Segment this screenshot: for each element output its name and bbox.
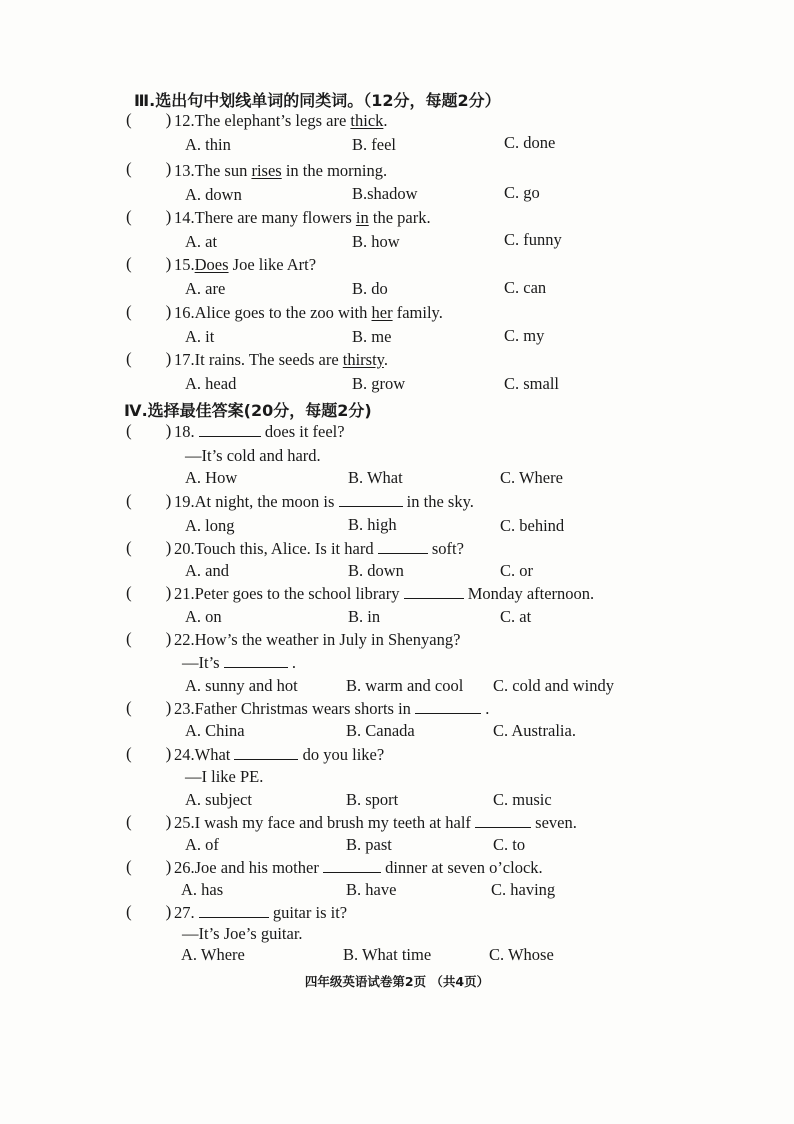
answer-paren[interactable]: ( ): [126, 110, 172, 129]
option-c[interactable]: C. small: [504, 374, 560, 393]
option-c[interactable]: C. to: [493, 835, 526, 854]
option-a[interactable]: A. China: [185, 721, 245, 740]
option-b[interactable]: B. down: [348, 561, 404, 580]
option-a[interactable]: A. Where: [181, 945, 245, 964]
option-a[interactable]: A. How: [185, 468, 238, 487]
underlined-word: her: [371, 303, 393, 322]
option-c[interactable]: C. my: [504, 326, 545, 345]
option-b[interactable]: B. how: [352, 232, 400, 251]
fill-blank[interactable]: [378, 541, 428, 554]
option-c[interactable]: C. Australia.: [493, 721, 576, 740]
option-c[interactable]: C. funny: [504, 230, 562, 249]
option-c[interactable]: C. having: [491, 880, 556, 899]
question-13-text: 13.The sun rises in the morning.: [174, 161, 388, 180]
question-20-text: 20.Touch this, Alice. Is it hard soft?: [174, 539, 464, 558]
answer-paren[interactable]: ( ): [126, 698, 172, 717]
option-a[interactable]: A. sunny and hot: [185, 676, 298, 695]
option-b[interactable]: B. do: [352, 279, 388, 298]
question-26-text: 26.Joe and his mother dinner at seven o’clock.: [174, 858, 543, 877]
answer-paren[interactable]: ( ): [126, 421, 172, 440]
answer-paren[interactable]: ( ): [126, 491, 172, 510]
option-c[interactable]: C. done: [504, 133, 556, 152]
option-c[interactable]: C. or: [500, 561, 533, 580]
underlined-word: thick: [350, 111, 384, 130]
question-15-text: 15.Does Joe like Art?: [174, 255, 317, 274]
fill-blank[interactable]: [224, 655, 288, 668]
option-b[interactable]: B. past: [346, 835, 392, 854]
option-a[interactable]: A. of: [185, 835, 219, 854]
fill-blank[interactable]: [415, 701, 481, 714]
option-a[interactable]: A. are: [185, 279, 226, 298]
option-b[interactable]: B.shadow: [352, 184, 418, 203]
option-a[interactable]: A. it: [185, 327, 215, 346]
option-b[interactable]: B. warm and cool: [346, 676, 464, 695]
question-19-text: 19.At night, the moon is in the sky.: [174, 492, 474, 511]
fill-blank[interactable]: [234, 747, 298, 760]
answer-paren[interactable]: ( ): [126, 583, 172, 602]
answer-paren[interactable]: ( ): [126, 538, 172, 557]
option-a[interactable]: A. down: [185, 185, 242, 204]
option-c[interactable]: C. can: [504, 278, 547, 297]
page-footer: 四年级英语试卷第2页 （共4页）: [304, 974, 490, 989]
option-a[interactable]: A. head: [185, 374, 237, 393]
option-b[interactable]: B. sport: [346, 790, 399, 809]
option-c[interactable]: C. go: [504, 183, 540, 202]
option-b[interactable]: B. me: [352, 327, 392, 346]
answer-paren[interactable]: ( ): [126, 254, 172, 273]
answer-paren[interactable]: ( ): [126, 812, 172, 831]
answer-paren[interactable]: ( ): [126, 629, 172, 648]
underlined-word: in: [355, 208, 369, 227]
underlined-word: rises: [251, 161, 282, 180]
answer-paren[interactable]: ( ): [126, 207, 172, 226]
answer-paren[interactable]: ( ): [126, 744, 172, 763]
question-18-text: 18. does it feel?: [174, 422, 345, 441]
option-b[interactable]: B. What time: [343, 945, 432, 964]
answer-paren[interactable]: ( ): [126, 902, 172, 921]
fill-blank[interactable]: [199, 905, 269, 918]
option-a[interactable]: A. on: [185, 607, 222, 626]
option-b[interactable]: B. feel: [352, 135, 396, 154]
option-b[interactable]: B. Canada: [346, 721, 415, 740]
fill-blank[interactable]: [339, 494, 403, 507]
option-c[interactable]: C. Where: [500, 468, 563, 487]
question-12-text: 12.The elephant’s legs are thick.: [174, 111, 388, 130]
section-3-title: Ⅲ.选出句中划线单词的同类词。（12分，每题2分）: [134, 91, 501, 110]
fill-blank[interactable]: [404, 586, 464, 599]
option-b[interactable]: B. grow: [352, 374, 406, 393]
question-24-text: 24.What do you like?: [174, 745, 385, 764]
option-a[interactable]: A. long: [185, 516, 235, 535]
reply-line: —I like PE.: [185, 767, 264, 786]
fill-blank[interactable]: [323, 860, 381, 873]
option-a[interactable]: A. and: [185, 561, 229, 580]
option-c[interactable]: C. cold and windy: [493, 676, 614, 695]
fill-blank[interactable]: [199, 424, 261, 437]
question-14-text: 14.There are many flowers in the park.: [174, 208, 431, 227]
option-c[interactable]: C. at: [500, 607, 532, 626]
option-b[interactable]: B. in: [348, 607, 381, 626]
option-b[interactable]: B. What: [348, 468, 403, 487]
option-c[interactable]: C. Whose: [489, 945, 554, 964]
underlined-word: thirsty: [342, 350, 384, 369]
underlined-word: Does: [194, 255, 229, 274]
reply-line: —It’s Joe’s guitar.: [182, 924, 303, 943]
answer-paren[interactable]: ( ): [126, 857, 172, 876]
question-21-text: 21.Peter goes to the school library Monday afternoon.: [174, 584, 595, 603]
section-4-title: Ⅳ.选择最佳答案(20分，每题2分): [124, 401, 372, 420]
option-c[interactable]: C. music: [493, 790, 552, 809]
question-25-text: 25.I wash my face and brush my teeth at half seven.: [174, 813, 577, 832]
reply-line: —It’s cold and hard.: [185, 446, 321, 465]
question-17-text: 17.It rains. The seeds are thirsty.: [174, 350, 388, 369]
reply-line: —It’s .: [182, 653, 296, 672]
answer-paren[interactable]: ( ): [126, 159, 172, 178]
option-b[interactable]: B. have: [346, 880, 397, 899]
question-22-text: 22.How’s the weather in July in Shenyang?: [174, 630, 461, 649]
answer-paren[interactable]: ( ): [126, 349, 172, 368]
fill-blank[interactable]: [475, 815, 531, 828]
option-b[interactable]: B. high: [348, 515, 397, 534]
option-a[interactable]: A. has: [181, 880, 224, 899]
question-27-text: 27. guitar is it?: [174, 903, 348, 922]
option-a[interactable]: A. thin: [185, 135, 231, 154]
question-16-text: 16.Alice goes to the zoo with her family.: [174, 303, 443, 322]
answer-paren[interactable]: ( ): [126, 302, 172, 321]
option-a[interactable]: A. at: [185, 232, 218, 251]
option-a[interactable]: A. subject: [185, 790, 252, 809]
question-23-text: 23.Father Christmas wears shorts in .: [174, 699, 490, 718]
option-c[interactable]: C. behind: [500, 516, 565, 535]
